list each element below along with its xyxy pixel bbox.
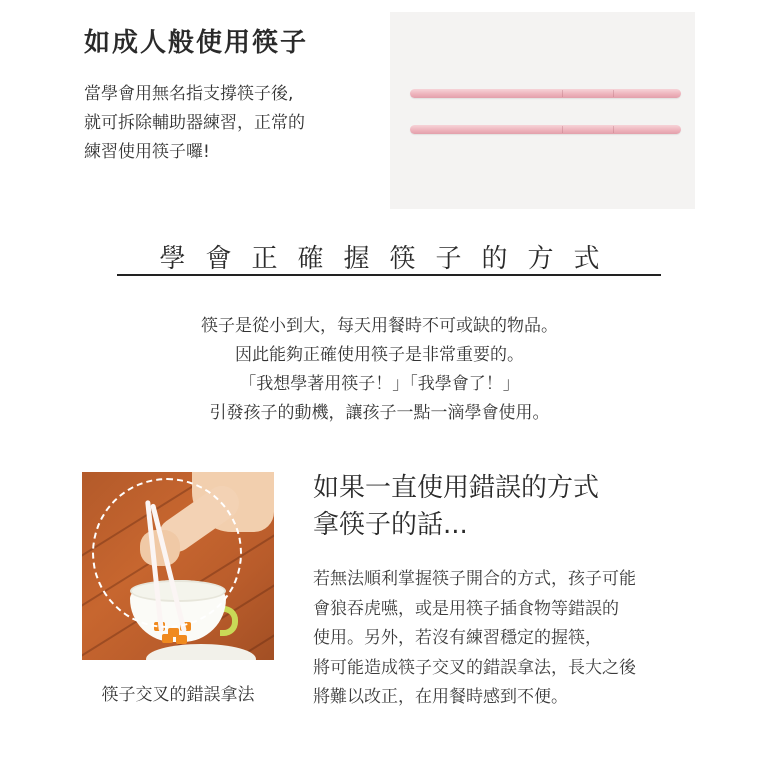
- warning-line: 將難以改正，在用餐時感到不便。: [313, 687, 568, 707]
- feature-title: 如成人般使用筷子: [84, 28, 309, 58]
- section-heading: 學會正確握筷子的方式: [159, 244, 620, 274]
- intro-line: 筷子是從小到大，每天用餐時不可或缺的物品。: [201, 316, 558, 336]
- pink-chopstick: [410, 89, 681, 98]
- feature-description-line: 練習使用筷子囉!: [84, 142, 210, 162]
- highlight-circle: [92, 478, 242, 628]
- intro-line: 引發孩子的動機，讓孩子一點一滴學會使用。: [209, 403, 550, 423]
- intro-paragraph: [0, 312, 759, 428]
- photo-caption: 筷子交叉的錯誤拿法: [101, 685, 255, 705]
- warning-line: 將可能造成筷子交叉的錯誤拿法，長大之後: [313, 657, 636, 678]
- chopsticks-photo: [390, 12, 695, 209]
- heading-underline: [117, 274, 661, 276]
- warning-title-line: 如果一直使用錯誤的方式: [313, 473, 600, 503]
- intro-line: 「我想學著用筷子！」「我學會了！」: [239, 374, 520, 394]
- warning-title-line: 拿筷子的話...: [313, 510, 468, 540]
- child-holding-chopsticks-photo: [82, 472, 274, 660]
- pink-chopstick: [410, 125, 681, 134]
- warning-line: 會狼吞虎嚥，或是用筷子插食物等錯誤的: [313, 598, 619, 619]
- feature-description-line: 就可拆除輔助器練習，正常的: [84, 113, 305, 133]
- warning-line: 使用。另外，若沒有練習穩定的握筷，: [313, 628, 602, 648]
- warning-title: [313, 470, 599, 544]
- feature-description-line: 當學會用無名指支撐筷子後,: [84, 84, 294, 104]
- warning-description: [313, 565, 636, 713]
- feature-description: [84, 80, 374, 167]
- intro-line: 因此能夠正確使用筷子是非常重要的。: [235, 345, 524, 365]
- warning-line: 若無法順利掌握筷子開合的方式，孩子可能: [313, 569, 636, 589]
